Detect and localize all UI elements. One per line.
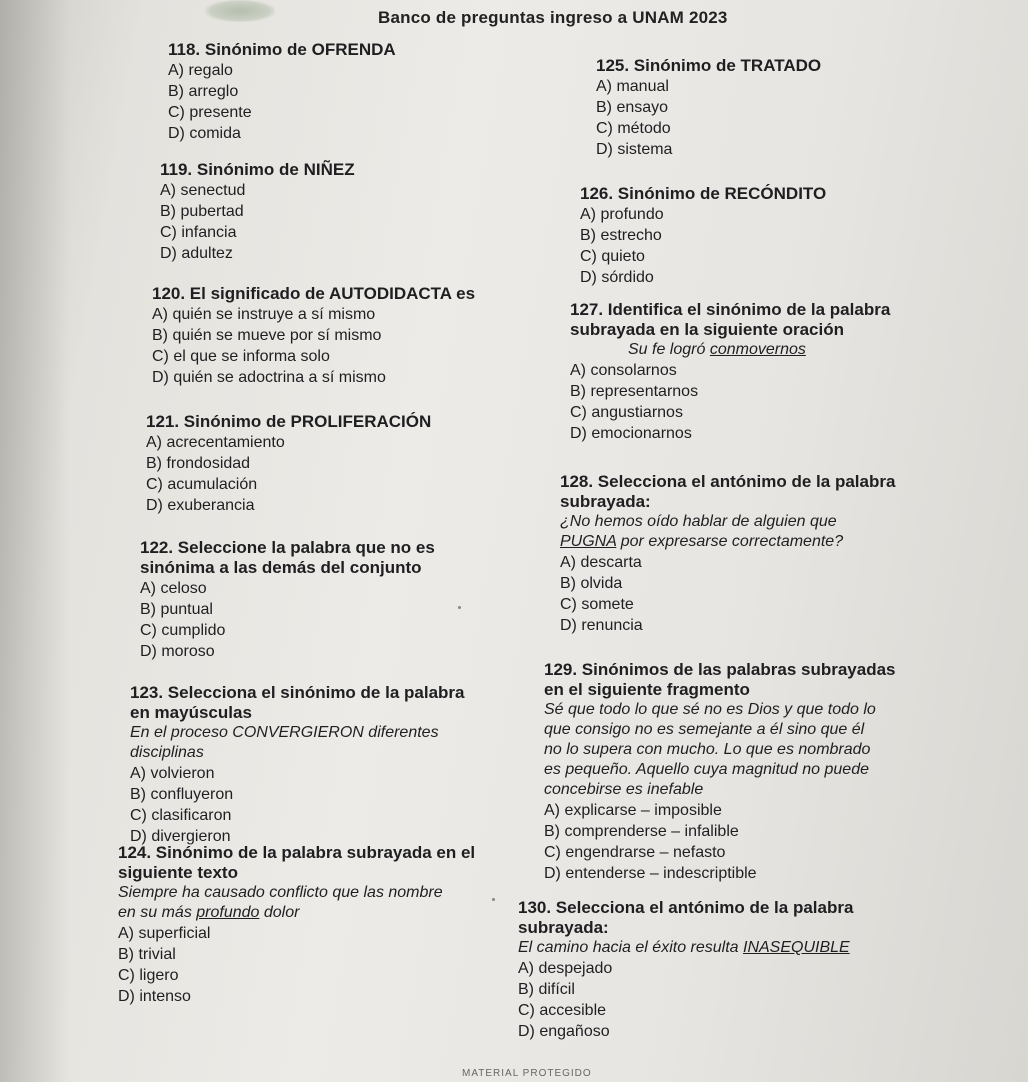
question-prompt bbox=[518, 938, 853, 958]
option-c: C) engendrarse – nefasto bbox=[544, 844, 726, 861]
question-124 bbox=[118, 843, 475, 1007]
logo-image bbox=[205, 0, 275, 22]
underlined-word: PUGNA bbox=[560, 533, 617, 550]
option-d: D) moroso bbox=[140, 643, 215, 660]
question-title-line-1: 122. Seleccione la palabra que no es bbox=[140, 538, 435, 557]
option-b: B) estrecho bbox=[580, 227, 662, 244]
question-title-line-2: subrayada: bbox=[518, 918, 609, 937]
question-title-line-2: en mayúsculas bbox=[130, 703, 252, 722]
option-c: C) somete bbox=[560, 596, 634, 613]
question-title-line-1: 127. Identifica el sinónimo de la palabra bbox=[570, 300, 891, 319]
question-title-line-2: siguiente texto bbox=[118, 863, 238, 882]
option-b: B) ensayo bbox=[596, 99, 669, 116]
option-a: A) quién se instruye a sí mismo bbox=[152, 306, 376, 323]
question-title-line-1: 130. Selecciona el antónimo de la palabra bbox=[518, 898, 854, 917]
option-c: C) acumulación bbox=[146, 476, 258, 493]
question-prompt-line-1: En el proceso CONVERGIERON diferentes bbox=[130, 724, 439, 741]
question-title: 118. Sinónimo de OFRENDA bbox=[168, 40, 396, 59]
option-d: D) quién se adoctrina a sí mismo bbox=[152, 369, 386, 386]
question-title-line-2: sinónima a las demás del conjunto bbox=[140, 558, 422, 577]
option-a: A) senectud bbox=[160, 182, 246, 199]
option-a: A) acrecentamiento bbox=[146, 434, 285, 451]
question-128 bbox=[560, 472, 895, 636]
fragment-line-3: no lo supera con mucho. Lo que es nombrado bbox=[544, 741, 871, 758]
option-b: B) arreglo bbox=[168, 83, 239, 100]
option-b: B) trivial bbox=[118, 946, 176, 963]
question-119 bbox=[160, 160, 355, 264]
option-c: C) quieto bbox=[580, 248, 645, 265]
option-b: B) representarnos bbox=[570, 383, 699, 400]
option-a: A) descarta bbox=[560, 554, 642, 571]
option-d: D) entenderse – indescriptible bbox=[544, 865, 757, 882]
option-a: A) profundo bbox=[580, 206, 664, 223]
question-123 bbox=[130, 683, 464, 847]
question-122 bbox=[140, 538, 435, 662]
option-d: D) emocionarnos bbox=[570, 425, 692, 442]
question-126 bbox=[580, 184, 826, 288]
option-b: B) pubertad bbox=[160, 203, 244, 220]
underlined-word: INASEQUIBLE bbox=[743, 939, 850, 956]
option-a: A) celoso bbox=[140, 580, 207, 597]
prompt-text: Su fe logró bbox=[628, 341, 710, 358]
option-b: B) puntual bbox=[140, 601, 213, 618]
question-118 bbox=[168, 40, 396, 144]
question-prompt-line-2 bbox=[560, 532, 895, 552]
question-title-line-1: 123. Selecciona el sinónimo de la palabra bbox=[130, 683, 465, 702]
question-120 bbox=[152, 284, 475, 388]
option-c: C) accesible bbox=[518, 1002, 607, 1019]
question-title: 126. Sinónimo de RECÓNDITO bbox=[580, 184, 827, 203]
option-b: B) frondosidad bbox=[146, 455, 251, 472]
question-prompt-line-2 bbox=[118, 903, 475, 923]
option-b: B) comprenderse – infalible bbox=[544, 823, 739, 840]
prompt-text: en su más bbox=[118, 904, 197, 921]
question-title-line-2: subrayada en la siguiente oración bbox=[570, 320, 844, 339]
option-d: D) comida bbox=[168, 125, 241, 142]
prompt-text: dolor bbox=[259, 904, 300, 921]
prompt-text: El camino hacia el éxito resulta bbox=[518, 939, 743, 956]
option-b: B) quién se mueve por sí mismo bbox=[152, 327, 382, 344]
paper-speck bbox=[492, 898, 495, 901]
question-title-line-2: subrayada: bbox=[560, 492, 651, 511]
fragment-line-4: es pequeño. Aquello cuya magnitud no puede bbox=[544, 761, 869, 778]
option-b: B) olvida bbox=[560, 575, 623, 592]
prompt-text: por expresarse correctamente? bbox=[616, 533, 844, 550]
option-c: C) infancia bbox=[160, 224, 237, 241]
option-d: D) sórdido bbox=[580, 269, 654, 286]
question-title-line-1: 128. Selecciona el antónimo de la palabra bbox=[560, 472, 896, 491]
fragment-line-5: concebirse es inefable bbox=[544, 781, 704, 798]
question-title-line-1: 129. Sinónimos de las palabras subrayadas bbox=[544, 660, 896, 679]
page-header: Banco de preguntas ingreso a UNAM 2023 bbox=[378, 8, 728, 27]
option-c: C) presente bbox=[168, 104, 252, 121]
fragment-line-2: que consigo no es semejante a él sino que él bbox=[544, 721, 865, 738]
question-130 bbox=[518, 898, 853, 1042]
question-title-line-1: 124. Sinónimo de la palabra subrayada en el bbox=[118, 843, 476, 862]
option-a: A) despejado bbox=[518, 960, 613, 977]
option-c: C) el que se informa solo bbox=[152, 348, 330, 365]
question-125 bbox=[596, 56, 821, 160]
question-121 bbox=[146, 412, 431, 516]
question-127 bbox=[570, 300, 890, 444]
option-b: B) difícil bbox=[518, 981, 575, 998]
footer-watermark: MATERIAL PROTEGIDO bbox=[462, 1068, 592, 1079]
option-a: A) explicarse – imposible bbox=[544, 802, 722, 819]
option-d: D) sistema bbox=[596, 141, 673, 158]
option-c: C) ligero bbox=[118, 967, 179, 984]
option-a: A) manual bbox=[596, 78, 669, 95]
question-title: 120. El significado de AUTODIDACTA es bbox=[152, 284, 476, 303]
question-prompt bbox=[570, 340, 890, 360]
page-shadow bbox=[0, 0, 70, 1082]
option-d: D) exuberancia bbox=[146, 497, 255, 514]
option-d: D) intenso bbox=[118, 988, 191, 1005]
option-d: D) adultez bbox=[160, 245, 233, 262]
question-129 bbox=[544, 660, 896, 884]
fragment-line-1: Sé que todo lo que sé no es Dios y que todo lo bbox=[544, 701, 876, 718]
question-title-line-2: en el siguiente fragmento bbox=[544, 680, 750, 699]
option-c: C) cumplido bbox=[140, 622, 226, 639]
question-prompt-line-2: disciplinas bbox=[130, 744, 204, 761]
option-b: B) confluyeron bbox=[130, 786, 234, 803]
question-title: 119. Sinónimo de NIÑEZ bbox=[160, 160, 355, 179]
option-d: D) divergieron bbox=[130, 828, 231, 845]
paper-speck bbox=[458, 606, 461, 609]
underlined-word: profundo bbox=[196, 904, 260, 921]
question-prompt-line-1: Siempre ha causado conflicto que las nombre bbox=[118, 884, 443, 901]
option-a: A) regalo bbox=[168, 62, 233, 79]
option-a: A) volvieron bbox=[130, 765, 215, 782]
question-title: 121. Sinónimo de PROLIFERACIÓN bbox=[146, 412, 432, 431]
option-c: C) angustiarnos bbox=[570, 404, 683, 421]
question-prompt-line-1: ¿No hemos oído hablar de alguien que bbox=[560, 513, 837, 530]
option-d: D) renuncia bbox=[560, 617, 643, 634]
question-title: 125. Sinónimo de TRATADO bbox=[596, 56, 822, 75]
underlined-word: conmovernos bbox=[709, 341, 806, 358]
option-c: C) clasificaron bbox=[130, 807, 232, 824]
option-a: A) consolarnos bbox=[570, 362, 677, 379]
option-a: A) superficial bbox=[118, 925, 211, 942]
option-d: D) engañoso bbox=[518, 1023, 610, 1040]
option-c: C) método bbox=[596, 120, 671, 137]
